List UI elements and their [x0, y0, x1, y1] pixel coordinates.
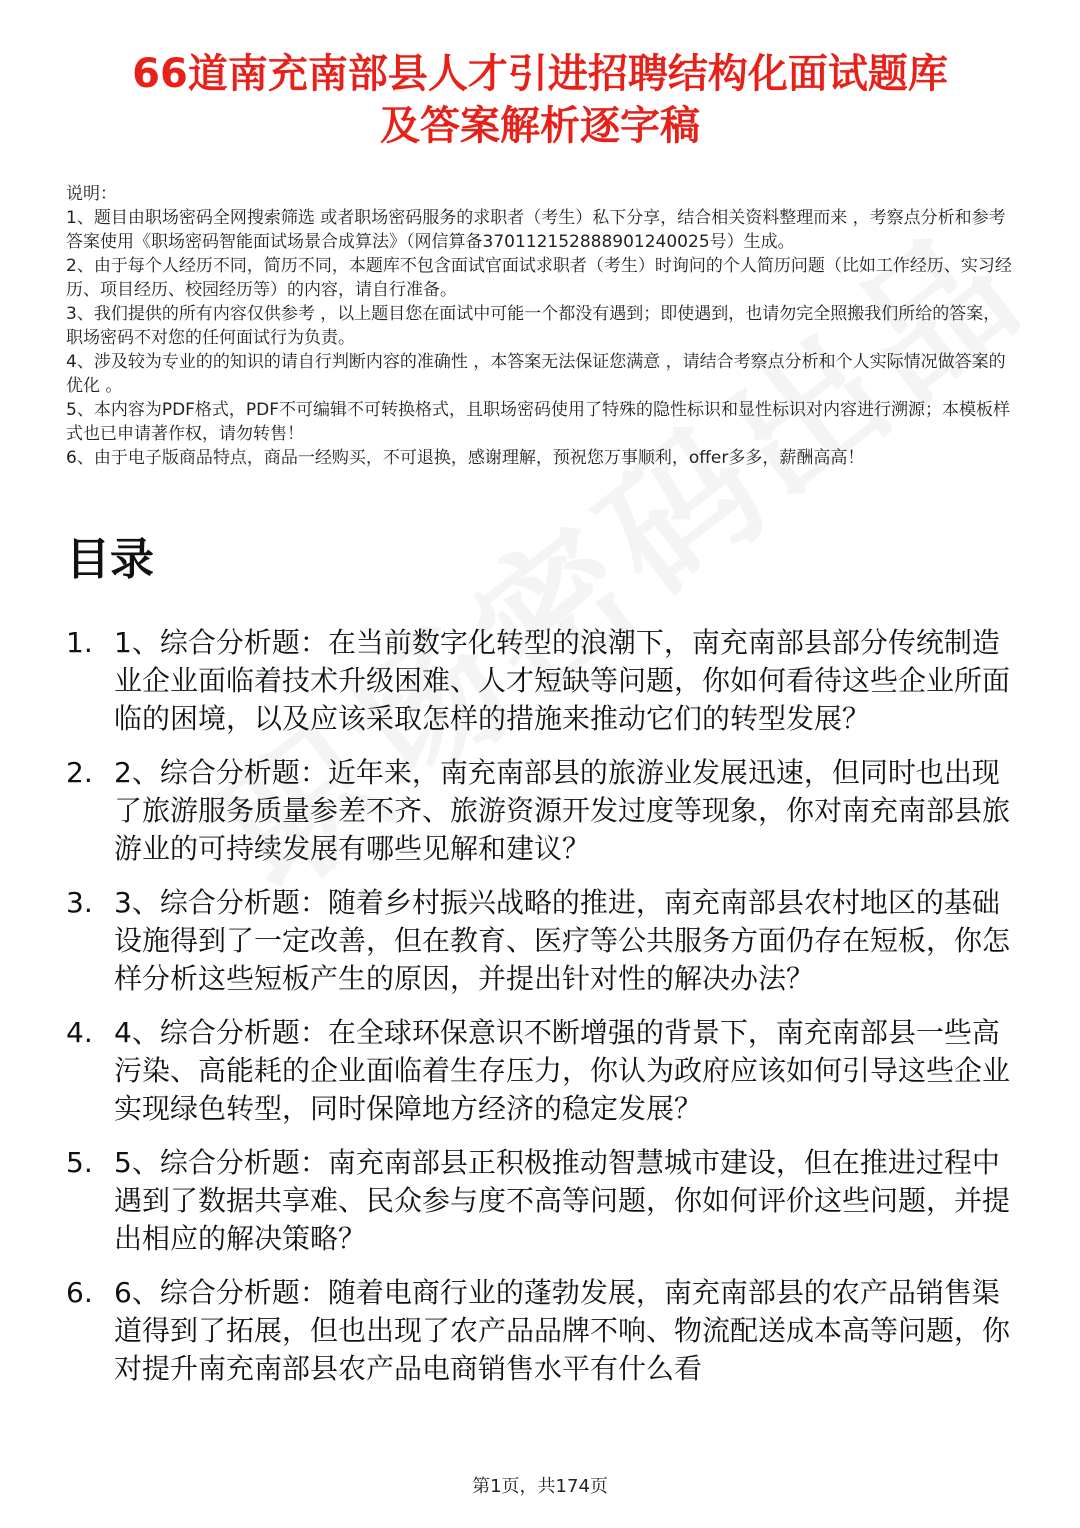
- note-item: 3、我们提供的所有内容仅供参考 ，以上题目您在面试中可能一个都没有遇到；即使遇到，也请勿完全照搬我们所给的答案，职场密码不对您的任何面试行为负责。: [66, 304, 1001, 348]
- toc-item-text: 4、综合分析题：在全球环保意识不断增强的背景下，南充南部县一些高污染、高能耗的企业面临着生存压力，你认为政府应该如何引导这些企业实现绿色转型，同时保障地方经济的稳定发展？: [114, 1016, 1011, 1125]
- document-title: [40, 48, 1040, 152]
- note-item: 5、本内容为PDF格式，PDF不可编辑不可转换格式，且职场密码使用了特殊的隐性标识和显性标识对内容进行溯源；本模板样式也已申请著作权，请勿转售！: [66, 400, 1011, 444]
- toc-item-text: 3、综合分析题：随着乡村振兴战略的推进，南充南部县农村地区的基础设施得到了一定改善，但在教育、医疗等公共服务方面仍存在短板，你怎样分析这些短板产生的原因，并提出针对性的解决办法？: [114, 886, 1011, 995]
- toc-item[interactable]: [66, 624, 1021, 738]
- note-item: 4、涉及较为专业的的知识的请自行判断内容的准确性 ，本答案无法保证您满意 ，请结合考察点分析和个人实际情况做答案的优化 。: [66, 352, 1006, 396]
- note-item: 1、题目由职场密码全网搜索筛选 或者职场密码服务的求职者（考生）私下分享，结合相关资料整理而来 ，考察点分析和参考答案使用《职场密码智能面试场景合成算法》（网信算备370112152888901240025号）生成。: [66, 208, 1006, 252]
- toc-item[interactable]: [66, 1014, 1021, 1128]
- toc-item[interactable]: [66, 884, 1021, 998]
- toc-item-text: 6、综合分析题：随着电商行业的蓬勃发展，南充南部县的农产品销售渠道得到了拓展，但也出现了农产品品牌不响、物流配送成本高等问题，你对提升南充南部县农产品电商销售水平有什么看: [114, 1276, 1011, 1385]
- table-of-contents: [66, 624, 1021, 1404]
- notes-heading: 说明：: [66, 184, 117, 204]
- toc-item-text: 2、综合分析题：近年来，南充南部县的旅游业发展迅速，但同时也出现了旅游服务质量参差不齐、旅游资源开发过度等现象，你对南充南部县旅游业的可持续发展有哪些见解和建议？: [114, 756, 1011, 865]
- page-footer: 第1页，共174页: [472, 1476, 608, 1497]
- title-line-1: 66道南充南部县人才引进招聘结构化面试题库: [132, 51, 948, 97]
- toc-item[interactable]: [66, 754, 1021, 868]
- toc-item-text: 5、综合分析题：南充南部县正积极推动智慧城市建设，但在推进过程中遇到了数据共享难、民众参与度不高等问题，你如何评价这些问题，并提出相应的解决策略？: [114, 1146, 1011, 1255]
- toc-item-number: 5.: [66, 1146, 93, 1179]
- toc-item-number: 1.: [66, 626, 93, 659]
- toc-item[interactable]: [66, 1144, 1021, 1258]
- note-item: 6、由于电子版商品特点，商品一经购买，不可退换，感谢理解，预祝您万事顺利，offer多多，薪酬高高！: [66, 448, 865, 468]
- toc-item-number: 4.: [66, 1016, 93, 1049]
- toc-item-number: 2.: [66, 756, 93, 789]
- notes-section: [66, 182, 1016, 470]
- toc-item-number: 3.: [66, 886, 93, 919]
- toc-item[interactable]: [66, 1274, 1021, 1388]
- note-item: 2、由于每个人经历不同，简历不同，本题库不包含面试官面试求职者（考生）时询问的个人简历问题（比如工作经历、实习经历、项目经历、校园经历等）的内容，请自行准备。: [66, 256, 1012, 300]
- toc-item-text: 1、综合分析题：在当前数字化转型的浪潮下，南充南部县部分传统制造业企业面临着技术升级困难、人才短缺等问题，你如何看待这些企业所面临的困境，以及应该采取怎样的措施来推动它们的转型发展？: [114, 626, 1011, 735]
- toc-heading: 目录: [66, 534, 154, 585]
- title-line-2: 及答案解析逐字稿: [380, 103, 700, 149]
- toc-item-number: 6.: [66, 1276, 93, 1309]
